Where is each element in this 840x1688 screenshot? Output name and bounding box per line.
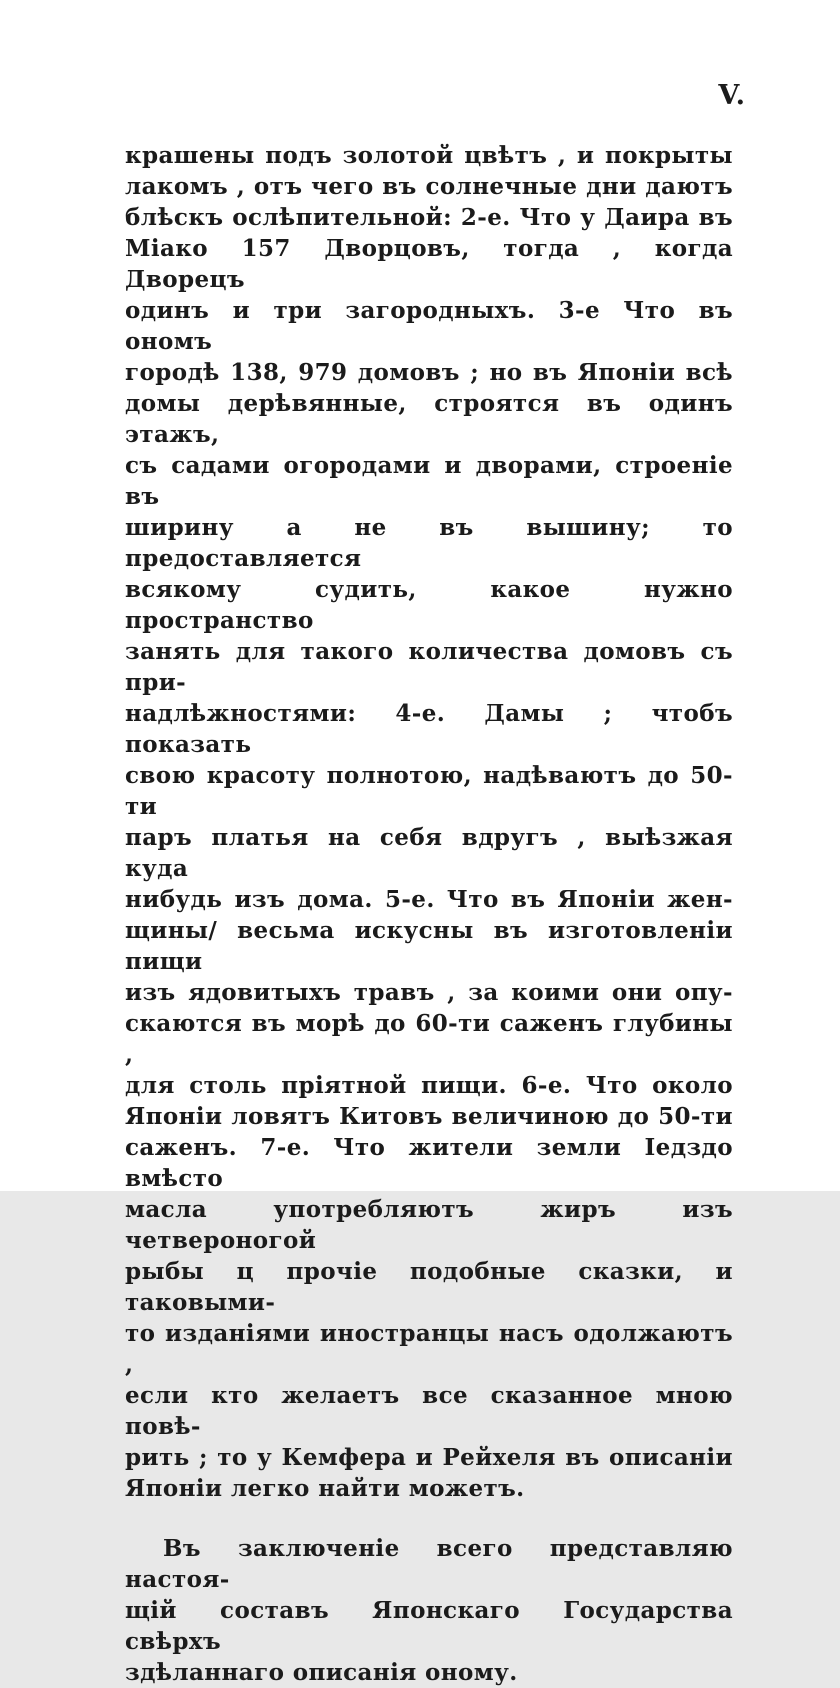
page-number: V. [718,80,746,111]
text-line: крашены подъ золотой цвѣтъ , и покрыты [125,142,733,169]
text-line: Японіи легко найти можетъ. [125,1475,525,1502]
text-line: городѣ 138, 979 домовъ ; но въ Японіи всѣ [125,359,733,386]
text-line: съ садами огородами и дворами, строеніе въ [125,452,733,510]
text-line: рыбы ц прочіе подобные сказки, и таковыми- [125,1258,733,1316]
text-line: если кто желаетъ все сказанное мною повѣ- [125,1382,733,1440]
text-line: Японіи ловятъ Китовъ величиною до 50-ти [125,1103,733,1130]
text-line: паръ платья на себя вдругъ , выѣзжая куда [125,824,733,882]
text-line: лакомъ , отъ чего въ солнечные дни даютъ [125,173,733,200]
text-line: то изданіями иностранцы насъ одолжаютъ , [125,1320,733,1378]
paragraph [125,1533,733,1688]
text-line: саженъ. 7-е. Что жители земли Іедздо вмѣсто [125,1134,733,1192]
text-line: щины/ весьма искусны въ изготовленіи пищи [125,917,733,975]
text-line: свою красоту полнотою, надѣваютъ до 50-ти [125,762,733,820]
text-line: изъ ядовитыхъ травъ , за коими они опу- [125,979,733,1006]
text-line: рить ; то у Кемфера и Рейхеля въ описаніи [125,1444,733,1471]
text-line: скаются въ морѣ до 60-ти саженъ глубины , [125,1010,733,1068]
text-line: занять для такого количества домовъ съ при- [125,638,733,696]
text-line: Міако 157 Дворцовъ, тогда , когда Дворецъ [125,235,733,293]
text-line: для столь пріятной пищи. 6-е. Что около [125,1072,733,1099]
text-line: нибудь изъ дома. 5-е. Что въ Японіи жен- [125,886,733,913]
text-line: масла употребляютъ жиръ изъ четвероногой [125,1196,733,1254]
text-line: надлѣжностями: 4-е. Дамы ; чтобъ показать [125,700,733,758]
text-line: всякому судить, какое нужно пространство [125,576,733,634]
text-block [125,140,733,1688]
text-line: ширину а не въ вышину; то предоставляется [125,514,733,572]
text-line: блѣскъ ослѣпительной: 2-е. Что у Даира въ [125,204,733,231]
text-line: Въ заключеніе всего представляю настоя- [125,1535,733,1593]
text-line: одинъ и три загородныхъ. 3-е Что въ ономъ [125,297,733,355]
text-line: здѣланнаго описанія оному. [125,1659,518,1686]
text-line: домы дерѣвянные, строятся въ одинъ этажъ, [125,390,733,448]
text-line: щій составъ Японскаго Государства свѣрхъ [125,1597,733,1655]
paragraph [125,140,733,1504]
